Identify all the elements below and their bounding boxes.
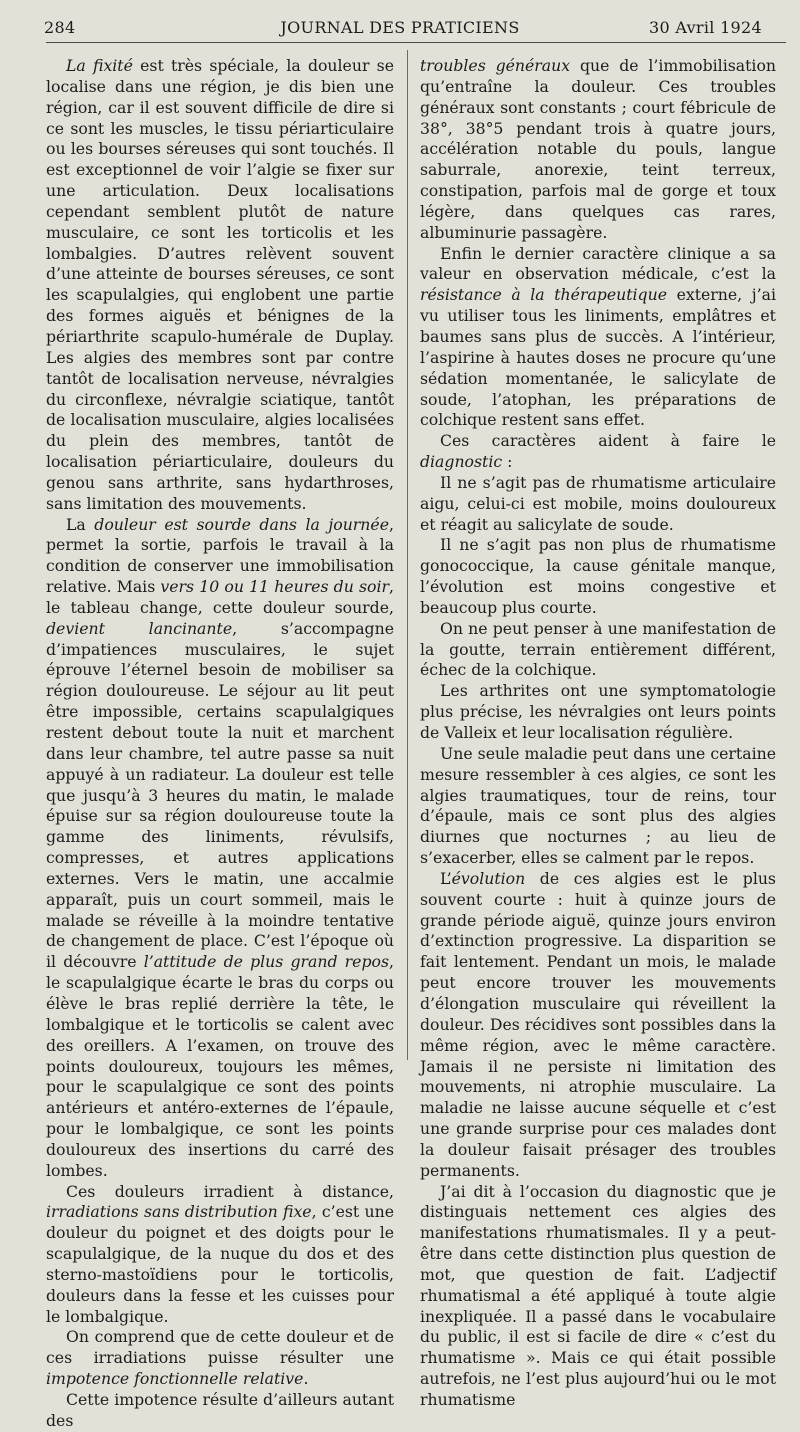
- text-run: On comprend que de cette douleur et de ces irradiations puisse résulter une: [46, 1327, 394, 1368]
- header-rule: [46, 42, 786, 43]
- paragraph: [420, 473, 776, 536]
- text-run: Une seule maladie peut dans une certaine mesure ressembler à ces algies, ce sont les algies traumatiques, tour de reins, tour d’épaule, mais ce sont plus des algies diurnes que nocturnes ; au lieu de s’exacerber, elles se calment par le repos.: [420, 743, 776, 868]
- text-run: , c’est une douleur du poignet et des doigts pour le scapulalgique, de la nuque du dos et des sterno-mastoïdiens pour le torticolis, douleurs dans la fesse et les cuisses pour le lombalgique.: [46, 1202, 394, 1326]
- text-run: est très spéciale, la douleur se localise dans une région, je dis bien une région, car il est souvent difficile de dire si ce sont les muscles, le tissu périarticulaire ou les bourses séreuses qui sont touchés. Il est exceptionnel de voir l’algie se fixer sur une articulation. Deux localisations cependant semblent plutôt de nature musculaire, ce sont les torticolis et les lombalgies. D’autres relèvent souvent d’une atteinte de bourses séreuses, ce sont les scapulalgies, qui englobent une partie des formes aiguës et bénignes de la périarthrite scapulo-humérale de Duplay. Les algies des membres sont par contre tantôt de localisation nerveuse, névralgies du circonflexe, névralgie sciatique, tantôt de localisation musculaire, algies localisées du plein des membres, tantôt de localisation périarticulaire, douleurs du genou sans arthrite, sans hydarthroses, sans limitation des mouvements.: [46, 56, 394, 513]
- text-run: Ces caractères aident à faire le: [440, 431, 776, 451]
- text-run: Ces douleurs irradient à distance,: [66, 1181, 394, 1201]
- paragraph: [46, 1327, 394, 1390]
- italic-text: devient lancinante: [46, 618, 233, 638]
- italic-text: impotence fonctionnelle relative: [46, 1369, 304, 1389]
- paragraph: [420, 244, 776, 432]
- text-run: :: [502, 452, 513, 472]
- italic-text: troubles généraux: [420, 56, 571, 75]
- text-run: que de l’immobilisation qu’entraîne la douleur. Ces troubles généraux sont constants ; court fébricule de 38°, 38°5 pendant trois à quatre jours, accélération notable du pouls, langue saburrale, anorexie, teint terreux, constipation, parfois mal de gorge et toux légère, dans quelques cas rares, albuminurie passagère.: [420, 56, 776, 242]
- text-run: L’: [440, 868, 452, 888]
- italic-text: l’attitude de plus grand repos: [143, 952, 389, 972]
- text-run: Enfin le dernier caractère clinique a sa valeur en observation médicale, c’est la: [420, 243, 776, 284]
- text-run: , le tableau change, cette douleur sourde,: [46, 577, 394, 617]
- text-run: , le scapulalgique écarte le bras du corps ou élève le bras replié derrière la tête, le lombalgique et le torticolis se calent avec des oreillers. A l’examen, on trouve des points douloureux, toujours les mêmes, pour le scapulalgique ce sont des points antérieurs et antéro-externes de l’épaule, pour le lombalgique, ce sont les points douloureux des insertions du carré des lombes.: [46, 952, 394, 1180]
- paragraph: [420, 56, 776, 244]
- italic-text: diagnostic: [420, 452, 503, 472]
- paragraph: [420, 869, 776, 1182]
- text-run: On ne peut penser à une manifestation de la goutte, terrain entièrement différent, échec de la colchique.: [420, 618, 776, 680]
- issue-date: 30 Avril 1924: [649, 18, 762, 37]
- paragraph: [46, 1182, 394, 1328]
- italic-text: résistance à la thérapeutique: [420, 285, 667, 305]
- paragraph: [420, 681, 776, 744]
- italic-text: irradiations sans distribution fixe: [46, 1202, 312, 1222]
- page-header: [0, 18, 800, 42]
- paragraph: [46, 1390, 394, 1432]
- text-run: de ces algies est le plus souvent courte : huit à quinze jours de grande période aiguë, quinze jours environ d’extinction progressive. La disparition se fait lentement. Pendant un mois, le malade peut encore trouver les mouvements d’élongation musculaire qui réveillent la douleur. Des récidives sont possibles dans la même région, avec le même caractère. Jamais il ne persiste ni limitation des mouvements, ni atrophie musculaire. La maladie ne laisse aucune séquelle et c’est une grande surprise pour ces malades dont la douleur faisait présager des troubles permanents.: [420, 868, 776, 1180]
- journal-title: JOURNAL DES PRATICIENS: [280, 18, 520, 37]
- paragraph: [46, 56, 394, 515]
- text-run: Les arthrites ont une symptomatologie plus précise, les névralgies ont leurs points de Valleix et leur localisation régulière.: [420, 681, 776, 742]
- left-column: [46, 56, 394, 1430]
- italic-text: vers 10 ou 11 heures du soir: [160, 577, 389, 597]
- paragraph: [46, 515, 394, 1182]
- italic-text: évolution: [451, 868, 526, 888]
- text-run: , s’accompagne d’impatiences musculaires, le sujet éprouve l’éternel besoin de mobiliser sa région douloureuse. Le séjour au lit peut être impossible, certains scapulalgiques restent debout toute la nuit et marchent dans leur chambre, tel autre passe sa nuit appuyé à un radiateur. La douleur est telle que jusqu’à 3 heures du matin, le malade épuise sur sa région douloureuse toute la gamme des liniments, révulsifs, compresses, et autres applications externes. Vers le matin, une accalmie apparaît, puis un court sommeil, mais le malade se réveille à la moindre tentative de changement de place. C’est l’époque où il découvre: [46, 618, 394, 972]
- paragraph: [420, 619, 776, 682]
- text-run: .: [303, 1369, 309, 1389]
- text-run: La: [66, 514, 95, 534]
- paragraph: [420, 744, 776, 869]
- column-divider: [407, 50, 408, 1060]
- text-run: externe, j’ai vu utiliser tous les liniments, emplâtres et baumes sans plus de succès. A l’intérieur, l’aspirine à hautes doses ne procure qu’une sédation momentanée, le salicylate de soude, l’atophan, les préparations de colchique restent sans effet.: [420, 285, 776, 430]
- text-run: Il ne s’agit pas de rhumatisme articulaire aigu, celui-ci est mobile, moins douloureux et réagit au salicylate de soude.: [420, 472, 776, 534]
- italic-text: douleur est sourde dans la journée: [94, 514, 389, 534]
- paragraph: [420, 535, 776, 618]
- italic-text: La fixité: [66, 56, 133, 75]
- paragraph: [420, 1182, 776, 1411]
- page-number: 284: [44, 18, 76, 37]
- text-run: Il ne s’agit pas non plus de rhumatisme gonococcique, la cause génitale manque, l’évolution est moins congestive et beaucoup plus courte.: [420, 535, 776, 617]
- text-run: J’ai dit à l’occasion du diagnostic que je distinguais nettement ces algies des manifestations rhumatismales. Il y a peut-être dans cette distinction plus question de mot, que question de fait. L’adjectif rhumatismal a été appliqué à toute algie inexpliquée. Il a passé dans le vocabulaire du public, il est si facile de dire « c’est du rhumatisme ». Mais ce qui était possible autrefois, ne l’est plus aujourd’hui ou le mot rhumatisme: [420, 1181, 776, 1409]
- right-column: [420, 56, 776, 1409]
- text-run: Cette impotence résulte d’ailleurs autant des: [46, 1390, 394, 1430]
- paragraph: [420, 431, 776, 473]
- text-run: , permet la sortie, parfois le travail à la condition de conserver une immobilisation relative. Mais: [46, 514, 394, 597]
